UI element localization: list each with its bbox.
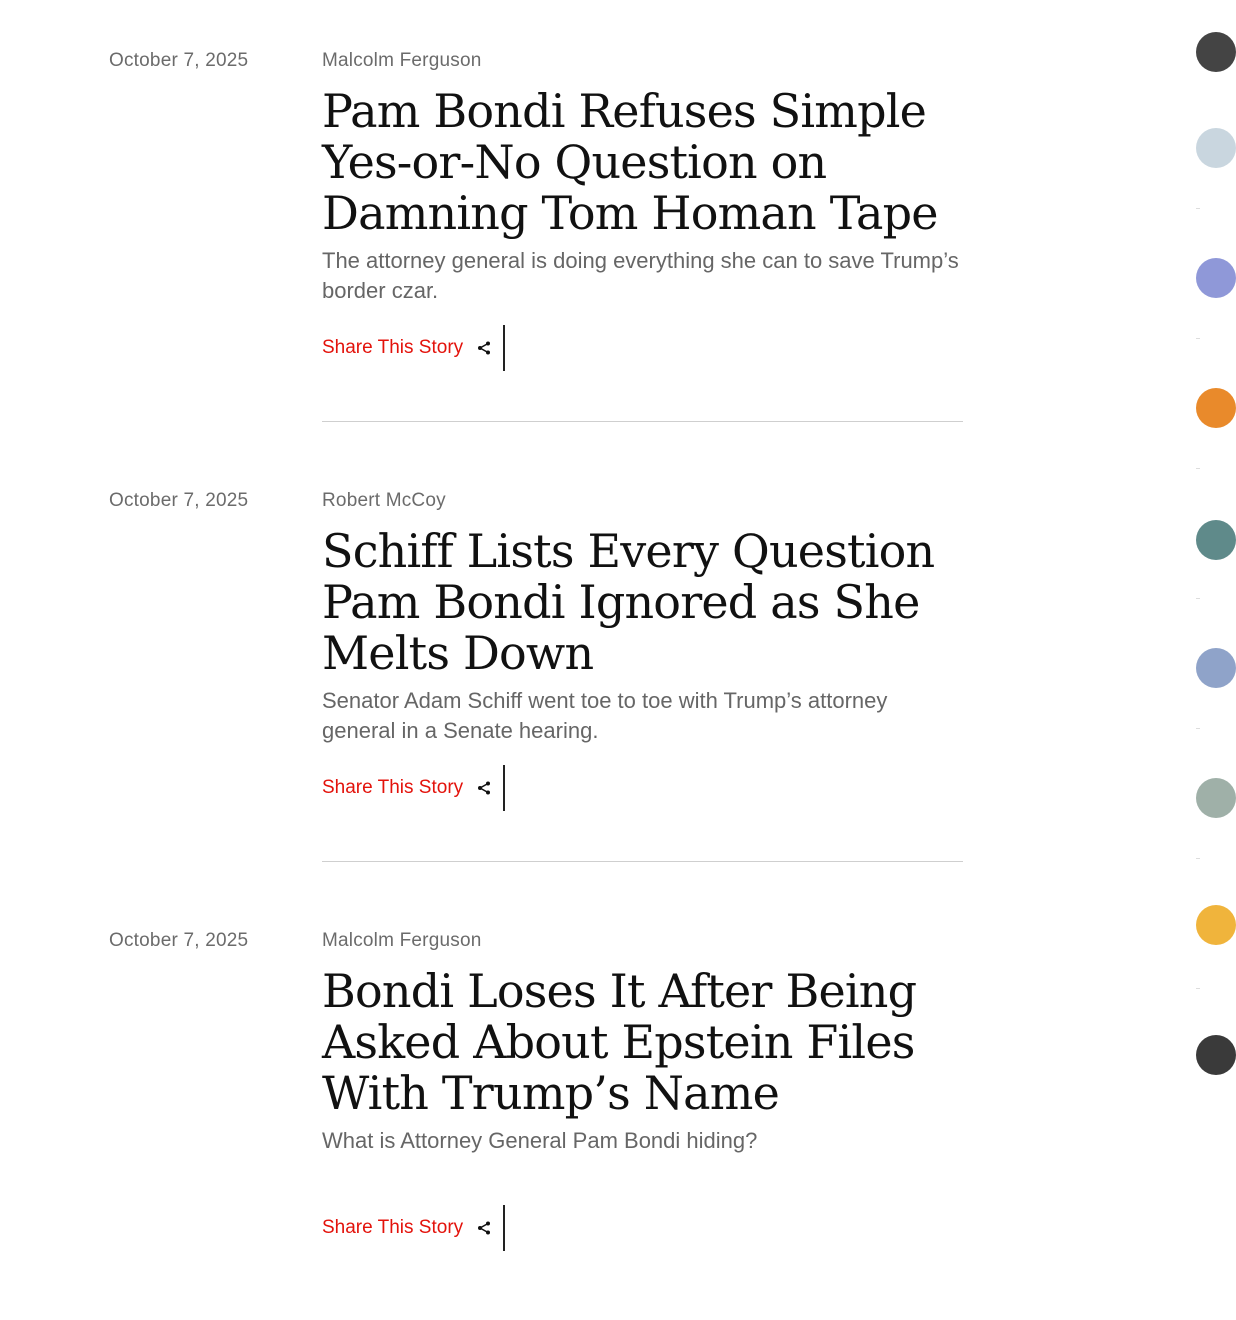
rail-avatar[interactable] [1196, 1035, 1236, 1075]
rail-divider [1196, 858, 1200, 859]
share-divider [503, 325, 505, 371]
article-dek: The attorney general is doing everything she can to save Trump’s border czar. [322, 248, 959, 303]
share-story-button[interactable] [322, 326, 505, 370]
article-dek: Senator Adam Schiff went toe to toe with Trump’s attorney general in a Senate hearing. [322, 688, 888, 743]
rail-avatar[interactable] [1196, 778, 1236, 818]
rail-avatar[interactable] [1196, 905, 1236, 945]
rail-avatar[interactable] [1196, 648, 1236, 688]
article-headline[interactable]: Pam Bondi Refuses Simple Yes-or-No Question on Damning Tom Homan Tape [322, 84, 938, 240]
share-icon [475, 339, 493, 357]
article-author[interactable]: Malcolm Ferguson [322, 50, 482, 71]
share-story-button[interactable] [322, 1206, 505, 1250]
rail-divider [1196, 728, 1200, 729]
side-rail [1196, 0, 1200, 1200]
share-divider [503, 765, 505, 811]
share-story-label: Share This Story [322, 777, 464, 798]
rail-avatar[interactable] [1196, 520, 1236, 560]
rail-divider [1196, 468, 1200, 469]
article-date: October 7, 2025 [109, 50, 249, 71]
article-divider [322, 421, 963, 422]
rail-avatar[interactable] [1196, 32, 1236, 72]
share-story-label: Share This Story [322, 337, 464, 358]
rail-divider [1196, 208, 1200, 209]
rail-avatar[interactable] [1196, 128, 1236, 168]
share-icon [475, 1219, 493, 1237]
rail-divider [1196, 988, 1200, 989]
article-date: October 7, 2025 [109, 930, 249, 951]
article-item [0, 880, 1100, 1320]
share-story-button[interactable] [322, 766, 505, 810]
article-divider [322, 861, 963, 862]
article-headline[interactable]: Bondi Loses It After Being Asked About Epstein Files With Trump’s Name [322, 964, 917, 1120]
article-dek: What is Attorney General Pam Bondi hiding? [322, 1128, 758, 1153]
article-headline[interactable]: Schiff Lists Every Question Pam Bondi Ignored as She Melts Down [322, 524, 935, 680]
share-story-label: Share This Story [322, 1217, 464, 1238]
article-item [0, 440, 1100, 880]
article-item [0, 0, 1100, 440]
rail-avatar[interactable] [1196, 388, 1236, 428]
article-date: October 7, 2025 [109, 490, 249, 511]
share-divider [503, 1205, 505, 1251]
rail-divider [1196, 338, 1200, 339]
article-author[interactable]: Malcolm Ferguson [322, 930, 482, 951]
rail-divider [1196, 598, 1200, 599]
rail-avatar[interactable] [1196, 258, 1236, 298]
share-icon [475, 779, 493, 797]
article-author[interactable]: Robert McCoy [322, 490, 446, 511]
